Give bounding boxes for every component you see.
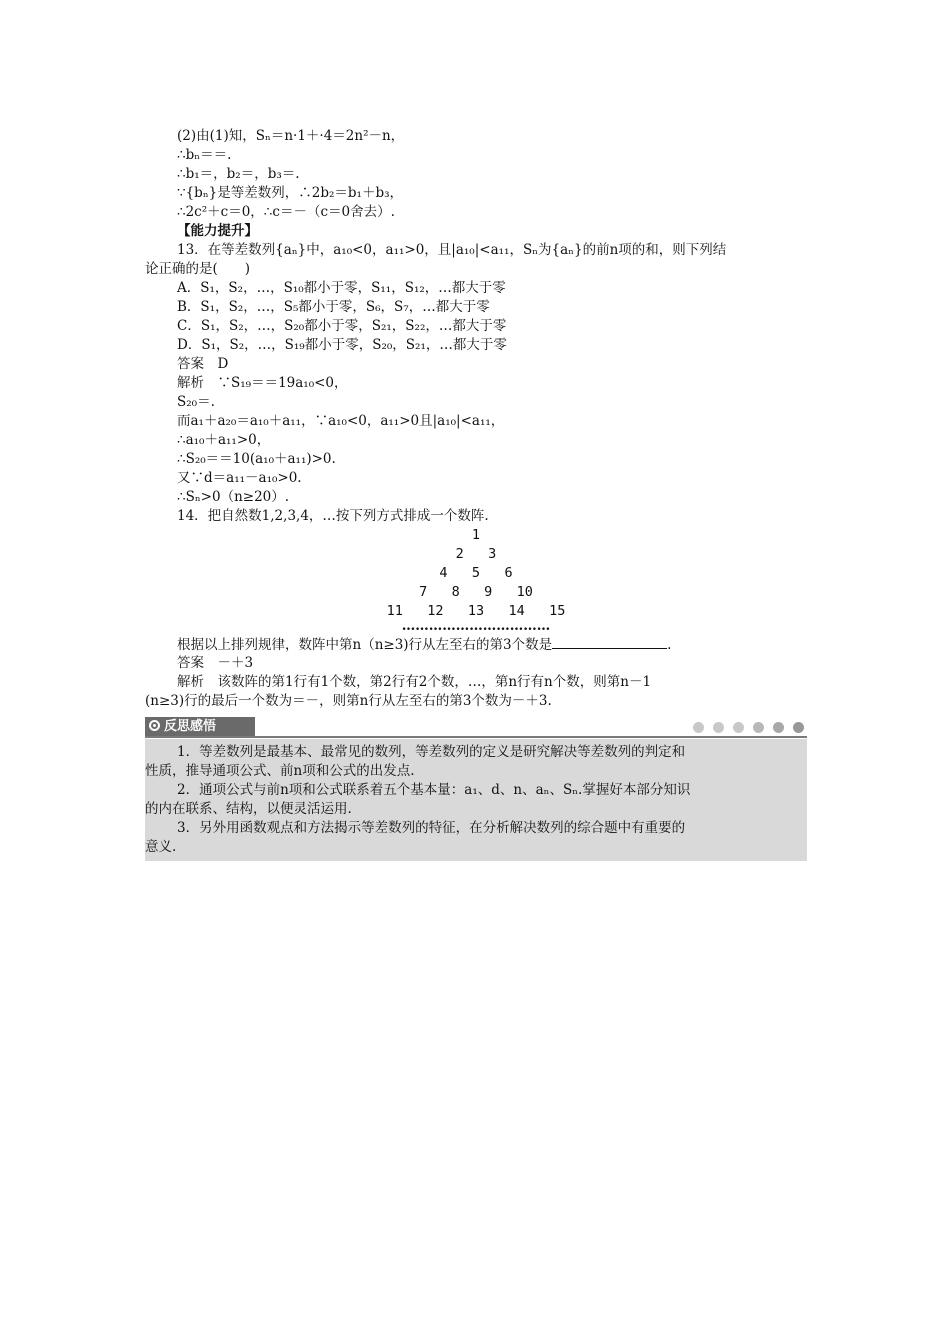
answer-13: 答案 D: [177, 356, 229, 372]
analysis-13-line-3: 而a₁＋a₂₀＝a₁₀＋a₁₁，∵a₁₀<0，a₁₁>0且|a₁₀|<a₁₁，: [177, 413, 505, 429]
analysis-13-line-4: ∴a₁₀＋a₁₁>0，: [177, 432, 271, 448]
solution-line-4: ∵{bₙ}是等差数列，∴2b₂＝b₁＋b₃，: [177, 185, 403, 201]
triangle-ellipsis: ……………………………: [401, 618, 551, 634]
question-14-text: 根据以上排列规律，数阵中第n（n≥3)行从左至右的第3个数是: [177, 637, 553, 653]
analysis-13-line-7: ∴Sₙ>0（n≥20）.: [177, 489, 290, 505]
answer-blank: [552, 635, 667, 649]
question-14-line-2: [145, 635, 807, 654]
reflection-line-1: 1．等差数列是最基本、最常见的数列，等差数列的定义是研究解决等差数列的判定和: [177, 744, 686, 760]
target-icon: [149, 720, 160, 731]
option-b: B．S₁，S₂，…，S₅都小于零，S₆，S₇，…都大于零: [177, 299, 490, 315]
analysis-13-line-5: ∴S₂₀＝＝10(a₁₀＋a₁₁)>0.: [177, 451, 336, 467]
reflection-header-bar: [145, 717, 807, 737]
dot-icon: [733, 722, 744, 733]
question-13-line-2: 论正确的是( ): [145, 261, 251, 277]
solution-line-3: ∴b₁＝，b₂＝，b₃＝.: [177, 166, 300, 182]
reflection-line-5: 3．另外用函数观点和方法揭示等差数列的特征，在分析解决数列的综合题中有重要的: [177, 820, 686, 836]
solution-line-2: ∴bₙ＝＝.: [177, 147, 232, 163]
number-triangle: [145, 526, 807, 635]
analysis-14-line-2: (n≥3)行的最后一个数为＝－，则第n行从左至右的第3个数为－＋3.: [145, 693, 552, 709]
reflection-box: [145, 739, 807, 861]
answer-14: 答案 －＋3: [177, 655, 254, 671]
dot-icon: [773, 722, 784, 733]
analysis-13-line-6: 又∵d＝a₁₁－a₁₀>0.: [177, 470, 302, 486]
question-13-line-1: 13．在等差数列{aₙ}中，a₁₀<0，a₁₁>0，且|a₁₀|<a₁₁，Sₙ为{aₙ}的前n项的和，则下列结: [177, 242, 727, 258]
triangle-row-2: 2 3: [455, 546, 497, 562]
triangle-row-3: 4 5 6: [439, 565, 513, 581]
reflection-line-3: 2．通项公式与前n项和公式联系着五个基本量：a₁、d、n、aₙ、Sₙ.掌握好本部分知识: [177, 782, 691, 798]
dot-icon: [793, 722, 804, 733]
reflection-line-4: 的内在联系、结构，以便灵活运用.: [145, 801, 352, 817]
dot-icon: [713, 722, 724, 733]
dot-icon: [753, 722, 764, 733]
triangle-row-4: 7 8 9 10: [419, 584, 533, 600]
option-d: D．S₁，S₂，…，S₁₉都小于零，S₂₀，S₂₁，…都大于零: [177, 337, 507, 353]
reflection-title-tab: [145, 717, 255, 737]
question-14-end: .: [667, 637, 672, 653]
analysis-14-line-1: 解析 该数阵的第1行有1个数，第2行有2个数，…，第n行有n个数，则第n－1: [177, 674, 652, 690]
option-c: C．S₁，S₂，…，S₂₀都小于零，S₂₁，S₂₂，…都大于零: [177, 318, 507, 334]
analysis-13-line-2: S₂₀＝.: [177, 394, 215, 410]
solution-line-1: (2)由(1)知，Sₙ＝n·1＋·4＝2n²－n，: [177, 128, 405, 144]
triangle-row-1: 1: [471, 527, 481, 543]
analysis-13-line-1: 解析 ∵S₁₉＝＝19a₁₀<0，: [177, 375, 348, 391]
question-14-line-1: 14．把自然数1,2,3,4，…按下列方式排成一个数阵.: [177, 508, 489, 524]
section-heading-ability: 【能力提升】: [177, 223, 258, 239]
reflection-line-6: 意义.: [145, 839, 177, 855]
reflection-title: 反思感悟: [164, 719, 217, 734]
option-a: A．S₁，S₂，…，S₁₀都小于零，S₁₁，S₁₂，…都大于零: [177, 280, 506, 296]
document-page: [145, 127, 807, 861]
triangle-row-5: 11 12 13 14 15: [386, 603, 566, 619]
reflection-line-2: 性质，推导通项公式、前n项和公式的出发点.: [145, 763, 415, 779]
dot-icon: [693, 722, 704, 733]
solution-line-5: ∴2c²＋c＝0，∴c＝－（c＝0舍去）.: [177, 204, 395, 220]
header-rule: [145, 736, 807, 738]
